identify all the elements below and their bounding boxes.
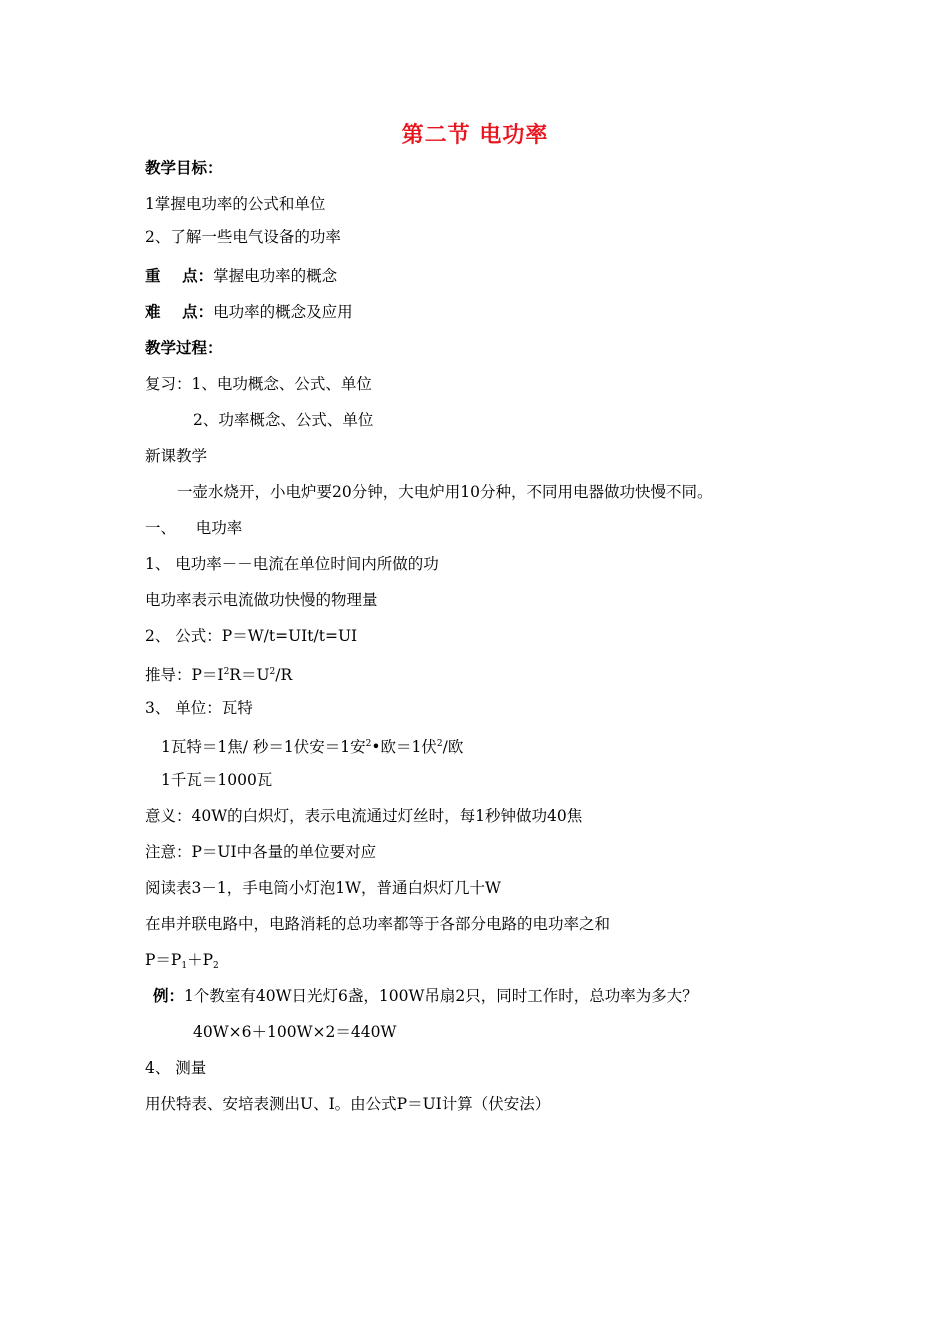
- example-answer: 40W×6＋100W×2＝440W: [193, 1023, 397, 1041]
- review-1: 复习：1、电功概念、公式、单位: [145, 375, 372, 393]
- process-heading: 教学过程：: [145, 339, 223, 357]
- derivation-middle: R＝U: [229, 666, 270, 684]
- unit-equivalence-part-a: 1瓦特＝1焦/ 秒＝1伏安＝1安: [161, 738, 366, 756]
- note-text: 注意：P＝UI中各量的单位要对应: [145, 843, 377, 861]
- example-text: 1个教室有40W日光灯6盏，100W吊扇2只，同时工作时，总功率为多大？: [184, 987, 698, 1005]
- derivation-prefix: 推导：P＝I: [145, 666, 224, 684]
- example-label: 例：: [153, 987, 185, 1005]
- section-1-heading: 一、 电功率: [145, 519, 243, 537]
- difficulty-text: 电功率的概念及应用: [213, 303, 353, 321]
- derivation-suffix: /R: [275, 666, 293, 684]
- difficulty-label: 难 点：: [145, 303, 214, 321]
- item-4: 4、 测量: [145, 1059, 207, 1077]
- reading-text: 阅读表3－1，手电筒小灯泡1W，普通白炽灯几十W: [145, 879, 501, 897]
- derivation-superscript-2: 2: [269, 667, 276, 677]
- item-1-description: 电功率表示电流做功快慢的物理量: [145, 591, 378, 609]
- objectives-heading: 教学目标：: [145, 159, 223, 177]
- series-parallel-text: 在串并联电路中，电路消耗的总功率都等于各部分电路的电功率之和: [145, 915, 611, 933]
- item-2-formula: 2、 公式：P＝W/t=UIt/t=UI: [145, 627, 358, 645]
- sum-formula-subscript-2: 2: [213, 961, 219, 971]
- unit-equivalence: [161, 734, 463, 757]
- derivation-superscript-1: 2: [223, 667, 230, 677]
- key-point-row: [145, 266, 337, 286]
- sum-formula-subscript-1: 1: [181, 961, 188, 971]
- key-point-text: 掌握电功率的概念: [213, 267, 338, 285]
- unit-equivalence-part-b: •欧＝1伏: [371, 738, 437, 756]
- objective-2: 2、了解一些电气设备的功率: [145, 228, 341, 246]
- unit-superscript-2: 2: [436, 739, 443, 749]
- derivation-formula: [145, 662, 292, 685]
- review-2: 2、功率概念、公式、单位: [193, 411, 374, 429]
- intro-paragraph: 一壶水烧开，小电炉要20分钟，大电炉用10分种，不同用电器做功快慢不同。: [177, 483, 713, 501]
- page-title: 第二节 电功率: [401, 123, 549, 148]
- sum-formula: [145, 950, 219, 976]
- unit-kilowatt: 1千瓦＝1000瓦: [161, 771, 273, 789]
- measure-text: 用伏特表、安培表测出U、I。由公式P＝UI计算（伏安法）: [145, 1095, 551, 1113]
- unit-superscript-1: 2: [365, 739, 372, 749]
- example-row: [153, 986, 698, 1006]
- unit-equivalence-part-c: /欧: [442, 738, 464, 756]
- sum-formula-p: P＝P: [145, 951, 182, 969]
- difficulty-row: [145, 302, 353, 322]
- objective-1: 1掌握电功率的公式和单位: [145, 195, 326, 213]
- item-1: 1、 电功率－－电流在单位时间内所做的功: [145, 555, 439, 573]
- new-lesson-heading: 新课教学: [145, 447, 208, 465]
- meaning-text: 意义：40W的白炽灯，表示电流通过灯丝时，每1秒钟做功40焦: [145, 807, 583, 825]
- sum-formula-plus: ＋P: [187, 951, 214, 969]
- key-point-label: 重 点：: [145, 267, 214, 285]
- item-3: 3、 单位：瓦特: [145, 699, 253, 717]
